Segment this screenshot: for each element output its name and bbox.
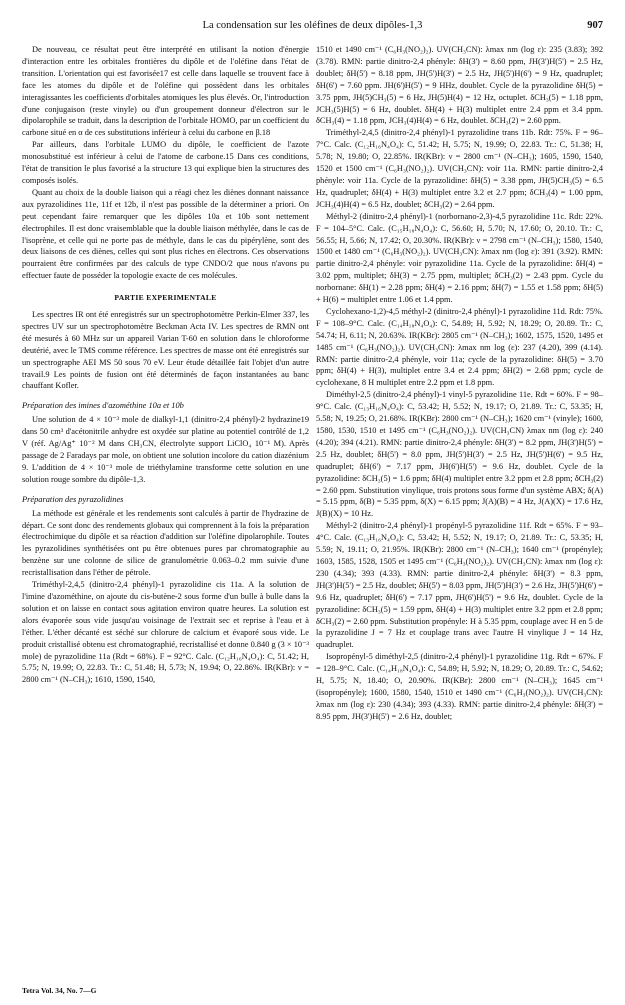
body-paragraph: Triméthyl-2,4,5 (dinitro-2,4 phényl)-1 pyrazolidine cis 11a. A la solution de l'imine d'azométhine, on ajoute du cis-butène-2 sous forme d'un bulle à bulle dans la solution et on laisse en contact sous agitation environ quatre heures. La solution est alors évaporée sous vide jusqu'au voisinage de l'extrait sec et reprise à l'eau et à l'éther. L'éther décanté est séché sur chlorure de calcium et évaporé sous vide. Le produit cristallisé obtenu est chromatographié, recristallisé et donne 0.840 g (3 × 10⁻³ mole) de pyrazolidine 11a (Rdt = 68%). F = 92°C. Calc. (C₁₂H₁₆N₄O₄): C, 51.42; H, 5.75; N, 19.99; O, 22.83. Tr.: C, 51.48; H, 5.73; N, 19.94; O, 22.86%. IR(KBr): ν = 2800 cm⁻¹ (N–CH₃); 1610, 1590, 1540, [22, 580, 309, 685]
left-column [22, 44, 309, 686]
body-paragraph: Cyclohexano-1,2)-4,5 méthyl-2 (dinitro-2,4 phényl)-1 pyrazolidine 11d. Rdt: 75%. F = 108–9°C. Calc. (C₁₄H₁₈N₄O₄): C, 54.89; H, 5.92; N, 18.29; O, 20.89. Tr.: C, 54.74; H, 6.11; N, 20.63%. IR(KBr): 2805 cm⁻¹ (N–CH₃); 1602, 1575, 1520, 1495 et 1485 cm⁻¹ (C₆H₃(NO₂)₂). UV(CH₃CN): λmax nm log (ε): 237 (4.20), 399 (4.14). RMN: partie dinitro-2,4 phényle, voir 11a; cycle de la pyrazolidine: δH(5) = 3.70 ppm; δH(4) + H(3), multiplet entre 3.4 et 2.4 ppm; δH(2) = 2.68 ppm; cycle de cyclohexane, 8 H multiplet entre 2.2 ppm et 1.8 ppm. [316, 306, 603, 388]
body-paragraph: 1510 et 1490 cm⁻¹ (C₆H₃(NO₂)₂). UV(CH₃CN): λmax nm (log ε): 235 (3.83); 392 (3.78). RMN: partie dinitro-2,4 phényle: δH(3') = 8.60 ppm, JH(3')H(5') = 2.5 Hz, doublet; δH(5') = 8.18 ppm, JH(5')H(3') = 2.5 Hz, JH(5')H(6') = 9 Hz, quadruplet; δH(6') = 7.60 ppm. JH(6')H(5') = 9 HHz, doublet. Cycle de la pyrazolidine δH(5) = 3.75 ppm, JH(5)CH₃(5) = 6 Hz, JH(5)H(4) = 12 Hz, octuplet. δCH₃(5) = 1.18 ppm, JCH₃(5)H(5) = 6 Hz, doublet. δH(4) + H(3) multiplet entre 2.4 ppm et 3.4 ppm. δCH₃(4) = 1.18 ppm, JCH₃(4)H(4) = 6 Hz, doublet. δCH₃(2) = 2.60 ppm. [316, 45, 603, 126]
body-paragraph: Par ailleurs, dans l'orbitale LUMO du dipôle, le coefficient de l'azote monosubstitué est inférieur à celui de l'atome de carbone.15 Dans ces conditions, l'état de transition le plus favorisé a la structure 13 qui explique bien la structures des composés isolés. [22, 140, 309, 185]
subheading-imines: Préparation des imines d'azométhine 10a et 10b [22, 401, 184, 411]
running-title: La condensation sur les oléfines de deux dipôles-1,3 [202, 20, 423, 31]
section-title-experimental: PARTIE EXPERIMENTALE [114, 293, 217, 303]
running-header [22, 20, 603, 36]
body-paragraph: De nouveau, ce résultat peut être interprété en utilisant la notion d'énergie d'interaction entre les orbitales frontières du dipôle et de l'oléfine dans l'état de transition. L'orientation qui est favorisée17 est celle dans laquelle se trouvent face à face les atomes du dipôle et de l'oléfine qui possèdent dans les orbitales interagissantes les coefficients d'orbitales atomiques les plus élevés. Or, l'introduction d'une conjugaison (reste vinyle) ou d'un groupement donneur d'électron sur le dipolarophile se traduit, dans la description de l'orbitale HOMO, par un coefficient du carbone situé en α de ces substitutions inférieur à celui du carbone en β.18 [22, 45, 309, 138]
body-paragraph: Une solution de 4 × 10⁻³ mole de dialkyl-1,1 (dinitro-2,4 phényl)-2 hydrazine19 dans 50 cm³ d'acétonitrile anhydre est oxydée sur platine au potentiel contrôlé de 1,2 V (réf. Ag/Ag⁺ 10⁻² M dans CH₃CN, électrolyte support LiClO₄ 10⁻¹ M). Après passage de 2 Faradays par mole, on obtient une solution incolore du cation diazénium 9. L'addition de 4 × 10⁻³ mole de triéthylamine transforme cette solution en une solution rouge sombre du dipôle-1,3. [22, 415, 309, 484]
body-paragraph: Isopropényl-5 diméthyl-2,5 (dinitro-2,4 phényl)-1 pyrazolidine 11g. Rdt = 67%. F = 128–9°C. Calc. (C₁₄H₁₈N₄O₄): C, 54.89; H, 5.92; N, 18.29; O, 20.89. Tr.: C, 54.62; H, 5.75; N, 18.40; O, 20.90%. IR(KBr): 2800 cm⁻¹ (N–CH₃); 1645 cm⁻¹ (isopropényle); 1600, 1580, 1540, 1510 et 1490 cm⁻¹ (C₆H₃(NO₂)₂). UV(CH₃CN): λmax nm (log ε): 230 (4.34); 393 (4.33). RMN: partie dinitro-2,4 phényle: δH(3') = 8.95 ppm, JH(3')H(5') = 2.6 Hz, doublet; [316, 652, 603, 721]
body-paragraph: La méthode est générale et les rendements sont calculés à partir de l'hydrazine de départ. Ce sont donc des rendements globaux qui comprennent à la fois la préparation électrochimique du dipôle et sa réaction d'addition sur l'oléfine dipolarophile. Toutes les pyrazolidines synthétisées ont pu être obtenues pures par chromatographie au benzène sur une colonne de silice de granulométrie 0.063–0.2 mm suivie d'une recristallisation dans l'éther de pétrole. [22, 508, 309, 578]
right-column [316, 44, 603, 723]
body-paragraph: Les spectres IR ont été enregistrés sur un spectrophotomètre Perkin-Elmer 337, les spectres UV sur un spectrophotomètre Beckman Acta IV. Les spectres de RMN ont été mesurés à 60 MHz sur un appareil Varian T-60 en solution dans le chloroforme deutérié, avec le TMS comme référence. Les spectres de masse ont été enregistrés sur un spectrographe AEI MS 50 sous 70 eV. Leur étude détaillée fait l'objet d'un autre travail.9 Les points de fusion ont été déterminés de façon instantanées au banc chauffant Kofler. [22, 310, 309, 391]
body-paragraph: Diméthyl-2,5 (dinitro-2,4 phényl)-1 vinyl-5 pyrazolidine 11e. Rdt = 60%. F = 98–9°C. Calc. (C₁₃H₁₆N₄O₄): C, 53.42; H, 5.52; N, 19.17; O, 21.89. Tr.: C, 53.35; H, 5.58; N, 19.25; O, 21.68%. IR(KBr): 2800 cm⁻¹ (N–CH₃); 1620 cm⁻¹ (vinyle); 1600, 1580, 1530, 1510 et 1495 cm⁻¹ (C₆H₃(NO₂)₂). UV(CH₃CN) λmax nm (log ε): 240 (4.20); 394 (4.21). RMN: partie dinitro-2,4 phényle: δH(3') = 8.2 ppm, JH(3')H(5') = 2.5 Hz, doublet; δH(5') = 8.0 ppm, JH(5')H(3') = 2.5 Hz, JH(5')H(6') = 9.5 Hz, quadruplet; δH(6') = 7.17 ppm, JH(6')H(5') = 9.6 Hz, doublet. Cycle de la pyrazolidine: δCH₃(5) = 1.6 ppm; δH(4) multiplet entre 3.2 ppm et 2.8 ppm; δCH₃(2) = 2.60 ppm. Substitution vinylique, trois protons sous forme d'un système ABX; δ(A) = 5.15 ppm, δ(B) = 5.35 ppm, δ(X) = 6.15 ppm; J(A)(B) = 4 Hz, J(A)(X) = 17.6 Hz, J(B)(X) = 10 Hz. [316, 390, 603, 519]
body-paragraph: Méthyl-2 (dinitro-2,4 phényl)-1 propényl-5 pyrazolidine 11f. Rdt = 65%. F = 93–4°C. Calc. (C₁₃H₁₆N₄O₄): C, 53.42; H, 5.52; N, 19.17; O, 21.89. Tr.: C, 53.35; H, 5.59; N, 19.11; O, 21.95%. IR(KBr): 2800 cm⁻¹ (N–CH₃); 1640 cm⁻¹ (propényle); 1603, 1585, 1528, 1505 et 1495 cm⁻¹ (C₆H₃(NO₂)₂). UV(CH₃CN): λmax nm (log ε): 230 (4.34); 393 (4.33). RMN: partie dinitro-2,4 phényle: δH(3') = 8.3 ppm, JH(3')H(5') = 2.5 Hz, doublet; δH(5') = 8.03 ppm, JH(5')H(3') = 2.6 Hz, JH(5')H(6') = 9.6 Hz, quadruplet; δH(6') = 7.17 ppm, JH(6')H(5') = 9.6 Hz, doublet. Cycle de la pyrazolidine: δCH₃(5) = 1.59 ppm, δH(4) + H(3) multiplet entre 3.2 ppm et 2.8 ppm; δCH₃(2) = 2.60 ppm. Substitution propényle: H à 5.35 ppm, couplage avec H en 5 de la pyrazolidine J = 7 Hz et couplage trans avec l'autre H vinylique J = 14 Hz, quadruplet. [316, 521, 603, 650]
subheading-pyrazolidines: Préparation des pyrazolidines [22, 494, 124, 504]
page-number: 907 [587, 20, 603, 31]
body-paragraph: Triméthyl-2,4,5 (dinitro-2,4 phényl)-1 pyrazolidine trans 11b. Rdt: 75%. F = 96–7°C. Calc. (C₁₂H₁₆N₄O₄): C, 51.42; H, 5.75; N, 19.99; O, 22.83. Tr.: C, 51.38; H, 5.78; N, 19.80; O, 22.85%. IR(KBr): ν = 2800 cm⁻¹ (N–CH₃); 1605, 1590, 1540, 1520 et 1500 cm⁻¹ (C₆H₃(NO₂)₂). UV(CH₃CN): voir 11a. RMN: partie dinitro-2,4 phényle: voir 11a. Cycle de la pyrazolidine: δH(5) = 3.38 ppm, JH(5)CH₃(5) = 6.5 Hz, quadruplet; δH(4) + H(3) multiplet entre 3.2 et 2.7 ppm; δCH₃(4) = 1.00 ppm, JCH₃(4)H(4) = 6.5 Hz, doublet; δCH₃(2) = 2.64 ppm. [316, 128, 603, 209]
body-paragraph: Quant au choix de la double liaison qui a réagi chez les diènes donnant naissance aux pyrazolidines 11e, 11f et 12b, il n'est pas possible de la déterminer a priori. On peut cependant faire remarquer que les dipôles 10a et 10b sont nettement électrophiles. Il est donc vraisemblable que la double liaison méthylée, dans le cas de l'isoprène, et celle qui ne porte pas de méthyle, dans le cas du pipérylène, sont des deux liaisons de ces diènes, celles qui sont plus riches en électrons. Ces observations pourraient être confirmées par des calculs de type CNDO/2 que nous n'avons pu effectuer faute de posséder la topologie exacte de ces molécules. [22, 187, 309, 281]
footer-journal-ref: Tetra Vol. 34, No. 7—G [22, 986, 97, 995]
body-paragraph: Méthyl-2 (dinitro-2,4 phényl)-1 (norbornano-2,3)-4,5 pyrazolidine 11c. Rdt: 22%. F = 104–5°C. Calc. (C₁₅H₁₈N₄O₄): C, 56.60; H, 5.70; N, 17.60; O, 20.10. Tr.: C, 56.55; H, 5.66; N, 17.42; O, 20.30%. IR(KBr): ν = 2798 cm⁻¹ (N–CH₃); 1580, 1540, 1500 et 1480 cm⁻¹ (C₆H₃(NO₂)₂). UV(CH₃CN): λmax nm (log ε): 391 (3.92). RMN: partie dinitro-2,4 phényle: voir pyrazolidine 11a. Cycle de la pyrazolidine: δH(4) = 3.02 ppm, multiplet; δH(3) = 2.75 ppm, multiplet; δCH₃(2) = 2.43 ppm. Cycle du norbornane: δH(1) = 2.28 ppm; δH(4) = 2.16 ppm; δH(7) = 1.55 et 1.58 ppm; δH(5) + H(6) = multiplet entre 1.06 et 1.4 ppm. [316, 211, 603, 305]
